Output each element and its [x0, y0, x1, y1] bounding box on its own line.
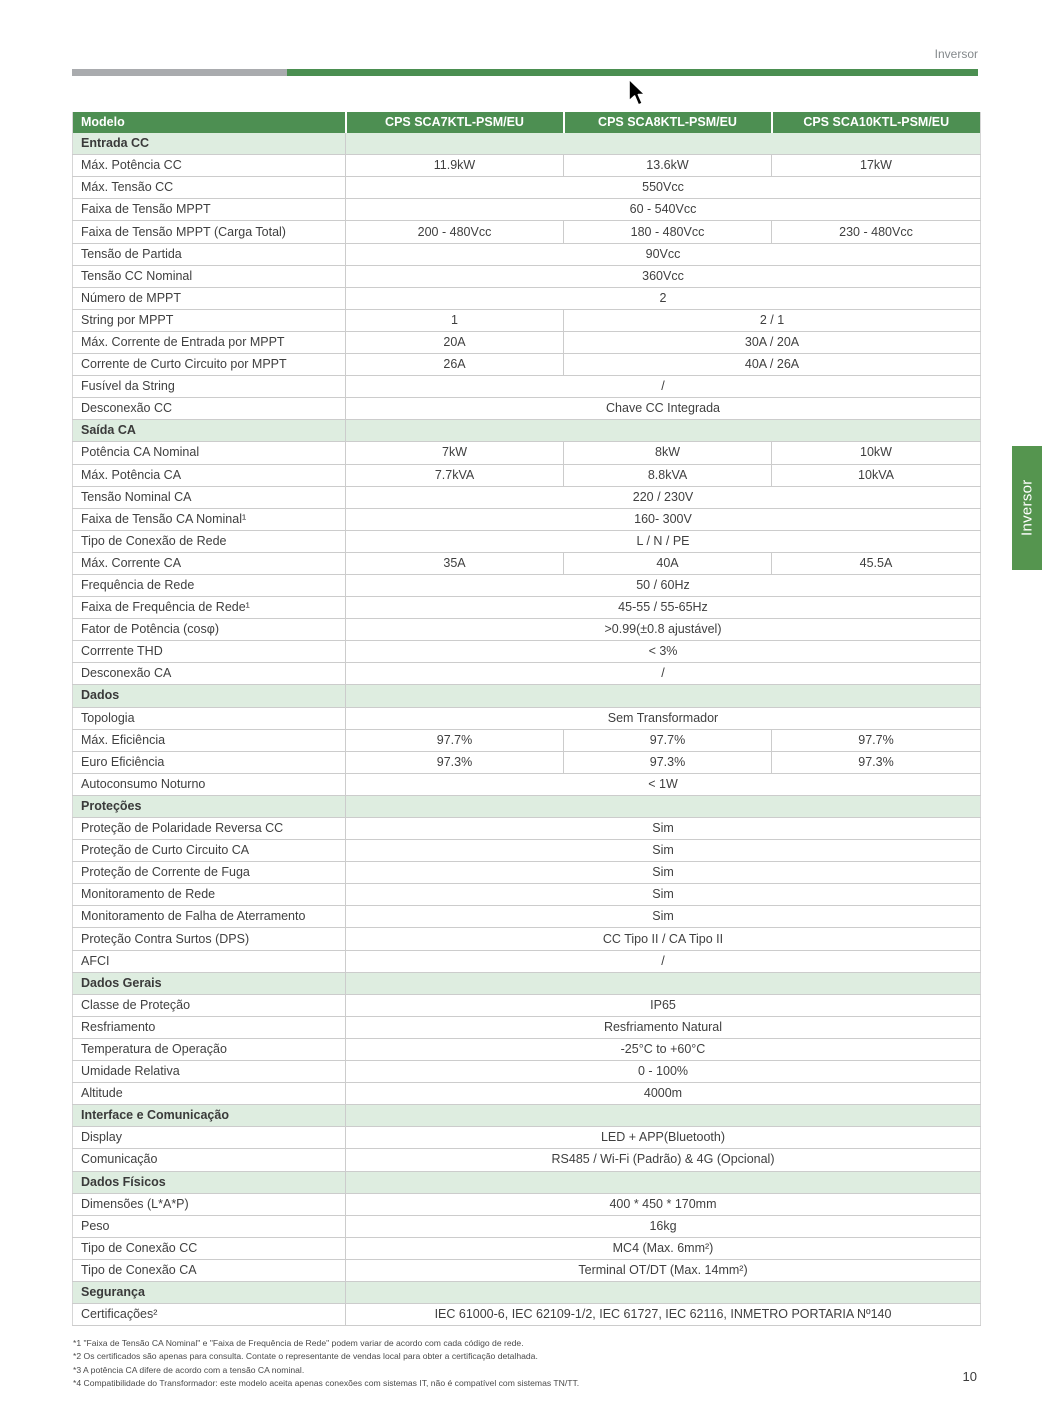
- section-row: [73, 1105, 981, 1127]
- spec-value: 97.7%: [346, 729, 564, 751]
- spec-value: >0.99(±0.8 ajustável): [346, 619, 981, 641]
- spec-label: Máx. Corrente CA: [73, 552, 346, 574]
- spec-row: [73, 398, 981, 420]
- spec-label: Número de MPPT: [73, 287, 346, 309]
- spec-value: 7kW: [346, 442, 564, 464]
- spec-value: 16kg: [346, 1215, 981, 1237]
- spec-value: /: [346, 950, 981, 972]
- spec-row: [73, 773, 981, 795]
- spec-label: Segurança: [73, 1281, 346, 1303]
- section-row: [73, 685, 981, 707]
- spec-row: [73, 243, 981, 265]
- spec-row: [73, 1038, 981, 1060]
- spec-row: [73, 751, 981, 773]
- spec-row: [73, 199, 981, 221]
- mouse-cursor-icon: [627, 78, 649, 108]
- spec-row: [73, 1237, 981, 1259]
- spec-row: [73, 486, 981, 508]
- spec-value: 45-55 / 55-65Hz: [346, 597, 981, 619]
- footnotes: [73, 1337, 953, 1391]
- spec-row: [73, 1016, 981, 1038]
- spec-label: Máx. Corrente de Entrada por MPPT: [73, 331, 346, 353]
- spec-label: Temperatura de Operação: [73, 1038, 346, 1060]
- spec-row: [73, 884, 981, 906]
- spec-label: Tipo de Conexão CA: [73, 1259, 346, 1281]
- spec-label: Autoconsumo Noturno: [73, 773, 346, 795]
- spec-label: AFCI: [73, 950, 346, 972]
- spec-value: 200 - 480Vcc: [346, 221, 564, 243]
- spec-value: 97.3%: [772, 751, 981, 773]
- spec-label: Tensão Nominal CA: [73, 486, 346, 508]
- spec-row: [73, 994, 981, 1016]
- spec-value: < 3%: [346, 641, 981, 663]
- spec-value: RS485 / Wi-Fi (Padrão) & 4G (Opcional): [346, 1149, 981, 1171]
- spec-row: [73, 862, 981, 884]
- section-filler: [346, 1171, 981, 1193]
- spec-value: CC Tipo II / CA Tipo II: [346, 928, 981, 950]
- spec-row: [73, 619, 981, 641]
- spec-row: [73, 265, 981, 287]
- spec-row: [73, 155, 981, 177]
- spec-label: Faixa de Tensão MPPT (Carga Total): [73, 221, 346, 243]
- footnote-3: *3 A potência CA difere de acordo com a tensão CA nominal.: [73, 1364, 305, 1375]
- section-filler: [346, 972, 981, 994]
- spec-value: < 1W: [346, 773, 981, 795]
- footnote-1: *1 "Faixa de Tensão CA Nominal" e "Faixa de Frequência de Rede" podem variar de acordo com cada código de rede.: [73, 1338, 524, 1348]
- spec-value: 4000m: [346, 1083, 981, 1105]
- spec-label: Tensão de Partida: [73, 243, 346, 265]
- spec-value: 40A / 26A: [564, 354, 981, 376]
- spec-value: /: [346, 663, 981, 685]
- spec-row: [73, 331, 981, 353]
- spec-row: [73, 177, 981, 199]
- spec-value: 0 - 100%: [346, 1061, 981, 1083]
- spec-value: Terminal OT/DT (Max. 14mm²): [346, 1259, 981, 1281]
- spec-value: 180 - 480Vcc: [564, 221, 772, 243]
- spec-row: [73, 1149, 981, 1171]
- spec-value: 35A: [346, 552, 564, 574]
- spec-label: Corrente de Curto Circuito por MPPT: [73, 354, 346, 376]
- spec-row: [73, 442, 981, 464]
- spec-row: [73, 1215, 981, 1237]
- spec-label: Fator de Potência (cosφ): [73, 619, 346, 641]
- spec-row: [73, 354, 981, 376]
- footnote-4: *4 Compatibilidade do Transformador: este modelo aceita apenas conexões com sistemas IT, não é compatível com sistemas TN/TT.: [73, 1378, 580, 1389]
- spec-value: 50 / 60Hz: [346, 574, 981, 596]
- page-header-label: Inversor: [934, 47, 978, 61]
- spec-value: Sem Transformador: [346, 707, 981, 729]
- header-rule-gray-segment: [72, 69, 287, 76]
- spec-value: 97.7%: [564, 729, 772, 751]
- section-row: [73, 133, 981, 155]
- spec-row: [73, 530, 981, 552]
- spec-label: Proteções: [73, 795, 346, 817]
- spec-value: 30A / 20A: [564, 331, 981, 353]
- spec-row: [73, 597, 981, 619]
- section-filler: [346, 133, 981, 155]
- spec-value: 20A: [346, 331, 564, 353]
- spec-row: [73, 508, 981, 530]
- spec-label: Corrrente THD: [73, 641, 346, 663]
- spec-value: 160- 300V: [346, 508, 981, 530]
- column-header-model-2: CPS SCA8KTL-PSM/EU: [564, 112, 772, 133]
- spec-value: -25°C to +60°C: [346, 1038, 981, 1060]
- spec-row: [73, 707, 981, 729]
- spec-row: [73, 464, 981, 486]
- spec-row: [73, 818, 981, 840]
- spec-label: Topologia: [73, 707, 346, 729]
- spec-value: Sim: [346, 906, 981, 928]
- spec-row: [73, 574, 981, 596]
- spec-row: [73, 729, 981, 751]
- spec-label: Interface e Comunicação: [73, 1105, 346, 1127]
- spec-row: [73, 1127, 981, 1149]
- spec-value: 2 / 1: [564, 309, 981, 331]
- spec-table-body: [73, 133, 981, 1326]
- spec-value: 8.8kVA: [564, 464, 772, 486]
- spec-row: [73, 663, 981, 685]
- spec-label: Umidade Relativa: [73, 1061, 346, 1083]
- spec-label: Monitoramento de Rede: [73, 884, 346, 906]
- spec-label: Máx. Eficiência: [73, 729, 346, 751]
- spec-label: Entrada CC: [73, 133, 346, 155]
- spec-label: Potência CA Nominal: [73, 442, 346, 464]
- spec-row: [73, 221, 981, 243]
- spec-label: Euro Eficiência: [73, 751, 346, 773]
- spec-label: Tipo de Conexão de Rede: [73, 530, 346, 552]
- spec-label: Faixa de Frequência de Rede¹: [73, 597, 346, 619]
- section-row: [73, 795, 981, 817]
- section-filler: [346, 1281, 981, 1303]
- spec-value: 45.5A: [772, 552, 981, 574]
- spec-table-container: [72, 112, 980, 1326]
- spec-value: 90Vcc: [346, 243, 981, 265]
- spec-row: [73, 928, 981, 950]
- spec-value: 360Vcc: [346, 265, 981, 287]
- spec-label: Classe de Proteção: [73, 994, 346, 1016]
- spec-value: 10kVA: [772, 464, 981, 486]
- spec-label: Dados Físicos: [73, 1171, 346, 1193]
- spec-row: [73, 287, 981, 309]
- spec-row: [73, 552, 981, 574]
- spec-row: [73, 641, 981, 663]
- spec-label: Dados: [73, 685, 346, 707]
- spec-row: [73, 1083, 981, 1105]
- column-header-model-1: CPS SCA7KTL-PSM/EU: [346, 112, 564, 133]
- spec-row: [73, 840, 981, 862]
- spec-label: Peso: [73, 1215, 346, 1237]
- spec-value: L / N / PE: [346, 530, 981, 552]
- spec-label: Máx. Potência CC: [73, 155, 346, 177]
- spec-row: [73, 309, 981, 331]
- spec-value: IP65: [346, 994, 981, 1016]
- spec-value: 10kW: [772, 442, 981, 464]
- spec-value: 17kW: [772, 155, 981, 177]
- spec-row: [73, 376, 981, 398]
- spec-value: 230 - 480Vcc: [772, 221, 981, 243]
- spec-label: Proteção de Corrente de Fuga: [73, 862, 346, 884]
- section-filler: [346, 1105, 981, 1127]
- header-rule-green-segment: [287, 69, 978, 76]
- section-row: [73, 1281, 981, 1303]
- section-row: [73, 1171, 981, 1193]
- spec-value: 1: [346, 309, 564, 331]
- spec-value: 60 - 540Vcc: [346, 199, 981, 221]
- spec-row: [73, 950, 981, 972]
- spec-label: Certificações²: [73, 1304, 346, 1326]
- spec-value: 97.3%: [564, 751, 772, 773]
- spec-label: Display: [73, 1127, 346, 1149]
- spec-value: 550Vcc: [346, 177, 981, 199]
- spec-value: Chave CC Integrada: [346, 398, 981, 420]
- spec-label: Tipo de Conexão CC: [73, 1237, 346, 1259]
- spec-value: Sim: [346, 884, 981, 906]
- spec-value: Sim: [346, 840, 981, 862]
- spec-label: Resfriamento: [73, 1016, 346, 1038]
- column-header-model-3: CPS SCA10KTL-PSM/EU: [772, 112, 981, 133]
- spec-value: MC4 (Max. 6mm²): [346, 1237, 981, 1259]
- spec-value: /: [346, 376, 981, 398]
- spec-label: Altitude: [73, 1083, 346, 1105]
- table-header-row: [73, 112, 981, 133]
- spec-value: 26A: [346, 354, 564, 376]
- spec-label: Saída CA: [73, 420, 346, 442]
- spec-value: 97.3%: [346, 751, 564, 773]
- section-filler: [346, 685, 981, 707]
- spec-value: Sim: [346, 862, 981, 884]
- spec-value: 8kW: [564, 442, 772, 464]
- column-header-modelo: Modelo: [73, 112, 346, 133]
- spec-value: 13.6kW: [564, 155, 772, 177]
- spec-value: 2: [346, 287, 981, 309]
- spec-value: 97.7%: [772, 729, 981, 751]
- section-filler: [346, 420, 981, 442]
- spec-row: [73, 1304, 981, 1326]
- spec-label: Faixa de Tensão MPPT: [73, 199, 346, 221]
- side-tab-inversor[interactable]: Inversor: [1012, 446, 1042, 570]
- section-filler: [346, 795, 981, 817]
- spec-label: Proteção de Polaridade Reversa CC: [73, 818, 346, 840]
- footnote-2: *2 Os certificados são apenas para consulta. Contate o representante de vendas local para obter a certificação detalhada.: [73, 1351, 538, 1362]
- spec-label: Desconexão CC: [73, 398, 346, 420]
- spec-label: Dimensões (L*A*P): [73, 1193, 346, 1215]
- spec-row: [73, 1193, 981, 1215]
- spec-label: Fusível da String: [73, 376, 346, 398]
- spec-row: [73, 1061, 981, 1083]
- spec-value: 40A: [564, 552, 772, 574]
- spec-value: LED + APP(Bluetooth): [346, 1127, 981, 1149]
- page-number: 10: [962, 1369, 977, 1384]
- spec-table: [72, 112, 981, 1326]
- spec-value: 220 / 230V: [346, 486, 981, 508]
- spec-label: Frequência de Rede: [73, 574, 346, 596]
- spec-label: Faixa de Tensão CA Nominal¹: [73, 508, 346, 530]
- spec-label: Desconexão CA: [73, 663, 346, 685]
- spec-label: String por MPPT: [73, 309, 346, 331]
- spec-value: IEC 61000-6, IEC 62109-1/2, IEC 61727, IEC 62116, INMETRO PORTARIA Nº140: [346, 1304, 981, 1326]
- spec-label: Proteção Contra Surtos (DPS): [73, 928, 346, 950]
- spec-value: 400 * 450 * 170mm: [346, 1193, 981, 1215]
- spec-value: Sim: [346, 818, 981, 840]
- header-rule: [72, 69, 978, 76]
- spec-value: 11.9kW: [346, 155, 564, 177]
- spec-label: Monitoramento de Falha de Aterramento: [73, 906, 346, 928]
- spec-value: 7.7kVA: [346, 464, 564, 486]
- section-row: [73, 972, 981, 994]
- spec-value: Resfriamento Natural: [346, 1016, 981, 1038]
- spec-label: Tensão CC Nominal: [73, 265, 346, 287]
- spec-label: Proteção de Curto Circuito CA: [73, 840, 346, 862]
- spec-label: Máx. Potência CA: [73, 464, 346, 486]
- spec-row: [73, 1259, 981, 1281]
- section-row: [73, 420, 981, 442]
- spec-label: Comunicação: [73, 1149, 346, 1171]
- spec-label: Dados Gerais: [73, 972, 346, 994]
- spec-row: [73, 906, 981, 928]
- spec-label: Máx. Tensão CC: [73, 177, 346, 199]
